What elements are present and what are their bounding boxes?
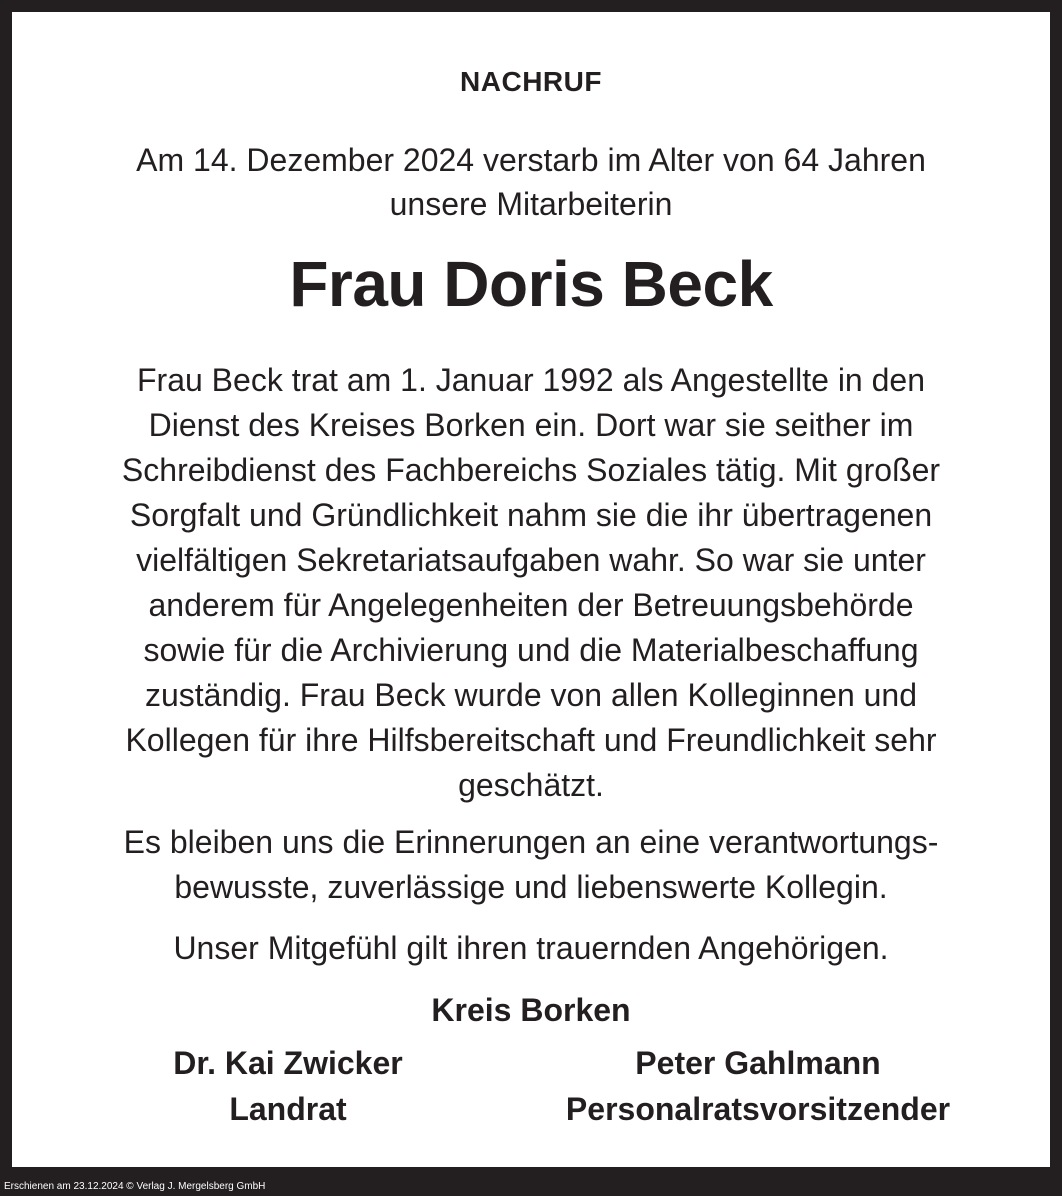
closing-text — [12, 820, 1050, 910]
body-line: Frau Beck trat am 1. Januar 1992 als Angestellte in den — [136, 362, 925, 398]
closing-line: bewusste, zuverlässige und liebenswerte Kollegin. — [174, 869, 888, 905]
body-line: anderem für Angelegenheiten der Betreuungsbehörde — [148, 587, 914, 623]
deceased-name: Frau Doris Beck — [289, 248, 773, 320]
intro-line: unsere Mitarbeiterin — [389, 186, 673, 222]
body-line: sowie für die Archivierung und die Materialbeschaffung — [143, 632, 919, 668]
closing-line: Es bleiben uns die Erinnerungen an eine verantwortungs- — [123, 824, 939, 860]
signatory-left — [138, 1040, 438, 1132]
obituary-notice — [12, 12, 1050, 1167]
body-line: zuständig. Frau Beck wurde von allen Kolleginnen und — [144, 677, 918, 713]
signatory-right — [548, 1040, 968, 1132]
sympathy-line: Unser Mitgefühl gilt ihren trauernden Angehörigen. — [173, 930, 889, 966]
signatory-name: Dr. Kai Zwicker — [173, 1045, 403, 1081]
intro-line: Am 14. Dezember 2024 verstarb im Alter von 64 Jahren — [136, 142, 926, 178]
body-line: Kollegen für ihre Hilfsbereitschaft und Freundlichkeit sehr — [125, 722, 937, 758]
body-line: Sorgfalt und Gründlichkeit nahm sie die ihr übertragenen — [129, 497, 933, 533]
notice-heading: NACHRUF — [460, 66, 602, 97]
signatory-title: Landrat — [229, 1091, 347, 1127]
publication-note: Erschienen am 23.12.2024 © Verlag J. Mergelsberg GmbH — [4, 1181, 266, 1192]
body-line: geschätzt. — [458, 767, 604, 803]
obituary-body — [12, 358, 1050, 808]
organization-name: Kreis Borken — [431, 992, 631, 1028]
signatory-name: Peter Gahlmann — [635, 1045, 881, 1081]
body-line: Dienst des Kreises Borken ein. Dort war sie seither im — [148, 407, 914, 443]
signatory-title: Personalratsvorsitzender — [565, 1091, 951, 1127]
body-line: Schreibdienst des Fachbereichs Soziales tätig. Mit großer — [121, 452, 941, 488]
body-line: vielfältigen Sekretariatsaufgaben wahr. So war sie unter — [136, 542, 926, 578]
intro-text — [12, 138, 1050, 226]
